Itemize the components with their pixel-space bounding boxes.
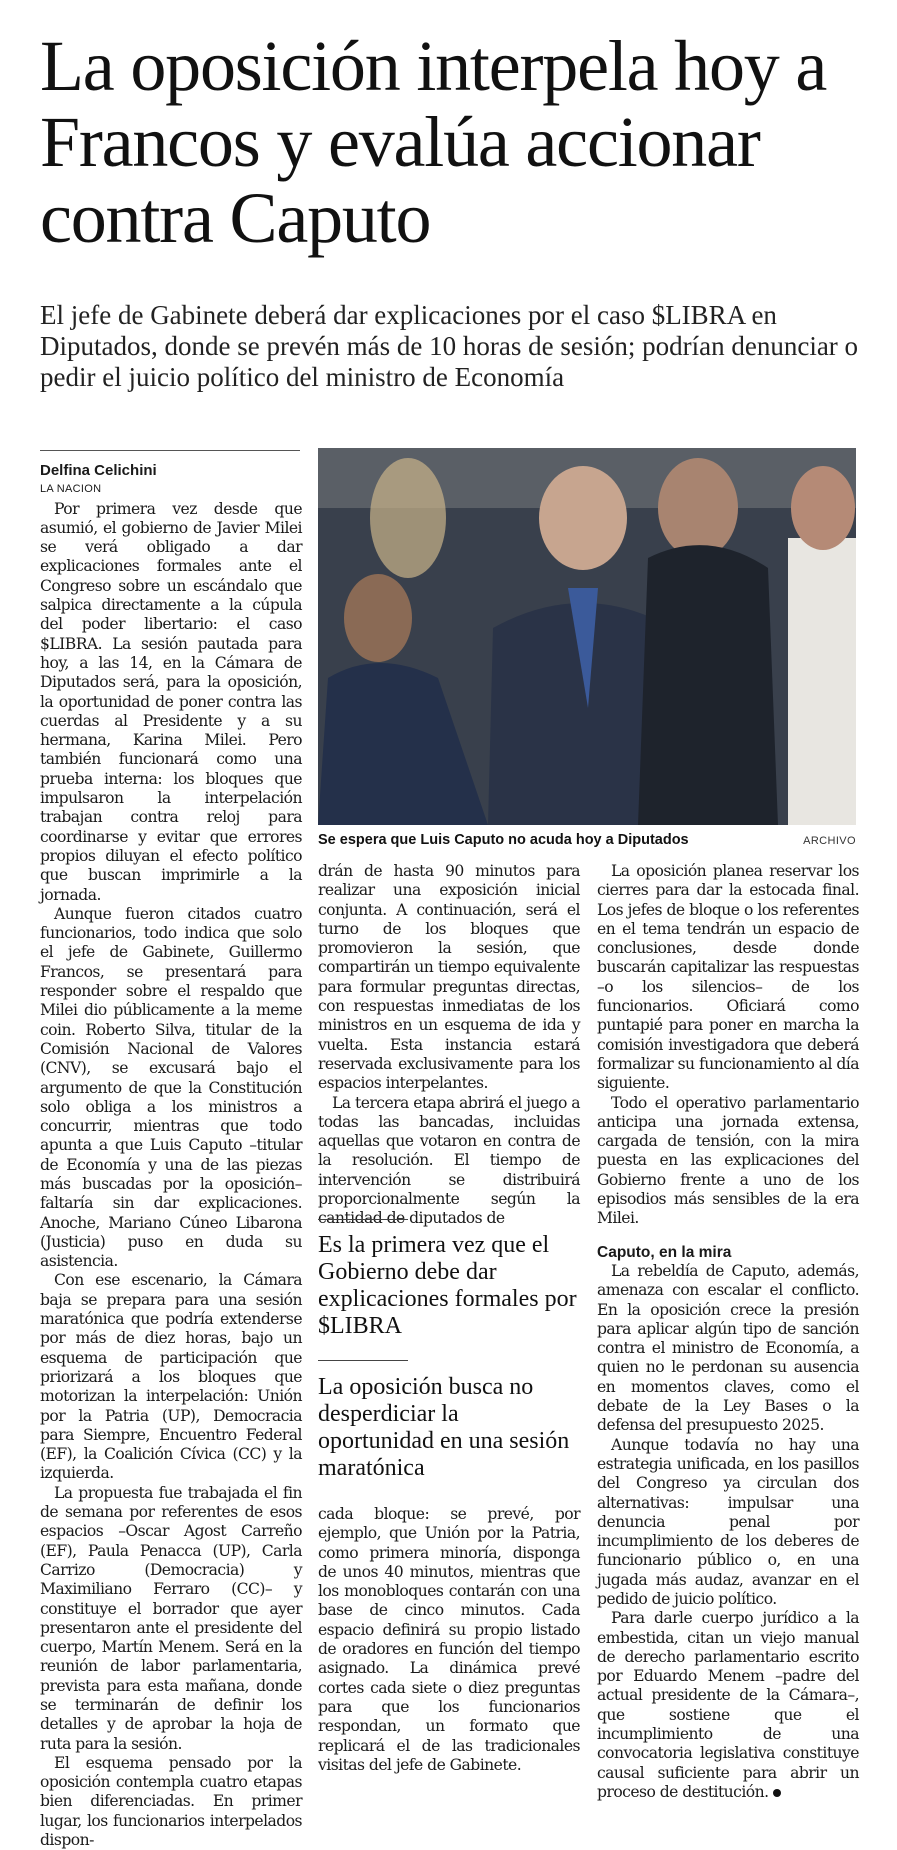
paragraph-text: Para darle cuerpo jurídico a la embestida, citan un viejo manual de derecho parlamentario escrito por Eduardo Menem –padre del actual presidente de la Cámara–, que sostiene que el incumplimiento de una convocatoria legislativa constituye causal suficiente para abrir un proceso de destitución.	[597, 1609, 859, 1801]
photo-illustration	[318, 448, 856, 825]
photo-credit: ARCHIVO	[803, 835, 856, 847]
article-column-2-bottom	[318, 1505, 580, 1775]
article-column-1	[40, 450, 302, 1850]
paragraph: La propuesta fue trabajada el fin de semana por referentes de esos espacios –Oscar Agost Carreño (EF), Paula Penacca (UP), Carla Carrizo (Democracia) y Maximiliano Ferraro (CC)– y constituye el borrador que ayer presentaron ante el presidente del cuerpo, Martín Menem. Será en la reunión de labor parlamentaria, prevista para esta mañana, donde se terminarán de definir los detalles y de aprobar la hoja de ruta para la sesión.	[40, 1483, 302, 1753]
byline-rule	[40, 450, 300, 451]
subhead: Caputo, en la mira	[597, 1243, 732, 1261]
article-column-2-top	[318, 862, 580, 1229]
paragraph: El esquema pensado por la oposición contempla cuatro etapas bien diferenciadas. En primer lugar, los funcionarios interpelados dispon-	[40, 1753, 302, 1850]
paragraph: Todo el operativo parlamentario anticipa una jornada extensa, cargada de tensión, con la mira puesta en las explicaciones del Gobierno frente a uno de los episodios más sensibles de la era Milei.	[597, 1093, 859, 1228]
byline: Delfina Celichini	[40, 462, 157, 479]
photo-caption-row	[318, 832, 856, 848]
pullquote-2: La oposición busca no desperdiciar la oportunidad en una sesión maratónica	[318, 1374, 570, 1481]
deck: El jefe de Gabinete deberá dar explicaciones por el caso $LIBRA en Diputados, donde se prevén más de 10 horas de sesión; podrían denunciar o pedir el juicio político del ministro de Economía	[40, 300, 859, 392]
paragraph: drán de hasta 90 minutos para realizar una exposición inicial conjunta. A continuación, será el turno de los bloques que promovieron la sesión, que compartirán un tiempo equivalente para formular preguntas directas, con respuestas inmediatas de los ministros en un esquema de ida y vuelta. Esta instancia estará reservada exclusivamente para los espacios interpelantes.	[318, 862, 580, 1093]
paragraph: Por primera vez desde que asumió, el gobierno de Javier Milei se verá obligado a dar explicaciones formales ante el Congreso sobre un escándalo que salpica directamente a la cúpula del poder libertario: el caso $LIBRA. La sesión pautada para hoy, a las 14, en la Cámara de Diputados será, para la oposición, la oportunidad de poner contra las cuerdas al Presidente y a su hermana, Karina Milei. Pero también funcionará como una prueba interna: los bloques que impulsaron la interpelación trabajan contra reloj para coordinarse y evitar que errores propios diluyan el efecto político que buscan imprimirle a la jornada.	[40, 499, 302, 904]
paragraph: Aunque fueron citados cuatro funcionarios, todo indica que solo el jefe de Gabinete, Guillermo Francos, se presentará para responder sobre el respaldo que Milei dio públicamente a la meme coin. Roberto Silva, titular de la Comisión Nacional de Valores (CNV), se excusará bajo el argumento de que la Constitución solo obliga a los ministros a concurrir, mientras que todo apunta a que Luis Caputo –titular de Economía y una de las piezas más buscadas por la oposición– faltaría sin dar explicaciones. Anoche, Mariano Cúneo Libarona (Justicia) puso en duda su asistencia.	[40, 904, 302, 1271]
end-mark-icon	[773, 1789, 781, 1797]
news-photo	[318, 448, 856, 825]
paragraph: Con ese escenario, la Cámara baja se prepara para una sesión maratónica que podría extenderse por más de diez horas, bajo un esquema de participación que priorizará a los bloques que motorizan la interpelación: Unión por la Patria (UP), Democracia para Siempre, Encuentro Federal (EF), la Coalición Cívica (CC) y la izquierda.	[40, 1271, 302, 1483]
pullquote-rule	[318, 1360, 408, 1361]
paragraph: La oposición planea reservar los cierres para dar la estocada final. Los jefes de bloque o los referentes en el tema tendrán un espacio de conclusiones, desde donde buscarán capitalizar las respuestas –o los silencios– de los funcionarios. Oficiará como puntapié para poner en marcha la comisión investigadora que deberá formalizar su funcionamiento al día siguiente.	[597, 862, 859, 1093]
paragraph: La tercera etapa abrirá el juego a todas las bancadas, incluidas aquellas que votaron en contra de la resolución. El tiempo de intervención se distribuirá proporcionalmente según la cantidad de diputados de	[318, 1093, 580, 1228]
paragraph: Aunque todavía no hay una estrategia unificada, en los pasillos del Congreso ya circulan dos alternativas: impulsar una denuncia penal por incumplimiento de los deberes de funcionario público o, en una jugada más audaz, avanzar en el pedido de juicio político.	[597, 1435, 859, 1608]
paragraph-last	[597, 1609, 859, 1802]
organization: LA NACION	[40, 483, 102, 496]
pullquote-rule	[318, 1219, 408, 1220]
photo-caption: Se espera que Luis Caputo no acuda hoy a Diputados	[318, 832, 689, 848]
pullquote-1: Es la primera vez que el Gobierno debe dar explicaciones formales por $LIBRA	[318, 1232, 577, 1339]
paragraph: La rebeldía de Caputo, además, amenaza con escalar el conflicto. En la oposición crece la presión para aplicar algún tipo de sanción contra el ministro de Economía, a quien no le perdonan su ausencia en momentos claves, como el debate de la Ley Bases o la defensa del presupuesto 2025.	[597, 1261, 859, 1435]
headline: La oposición interpela hoy a Francos y evalúa accionar contra Caputo	[40, 26, 827, 258]
article-column-3	[597, 862, 859, 1802]
paragraph: cada bloque: se prevé, por ejemplo, que Unión por la Patria, como primera minoría, disponga de unos 40 minutos, mientras que los monobloques contarán con una base de cinco minutos. Cada espacio definirá su propio listado de oradores en función del tiempo asignado. La dinámica prevé cortes cada siete o diez preguntas para que los funcionarios respondan, un formato que replicará el de las tradicionales visitas del jefe de Gabinete.	[318, 1505, 580, 1774]
